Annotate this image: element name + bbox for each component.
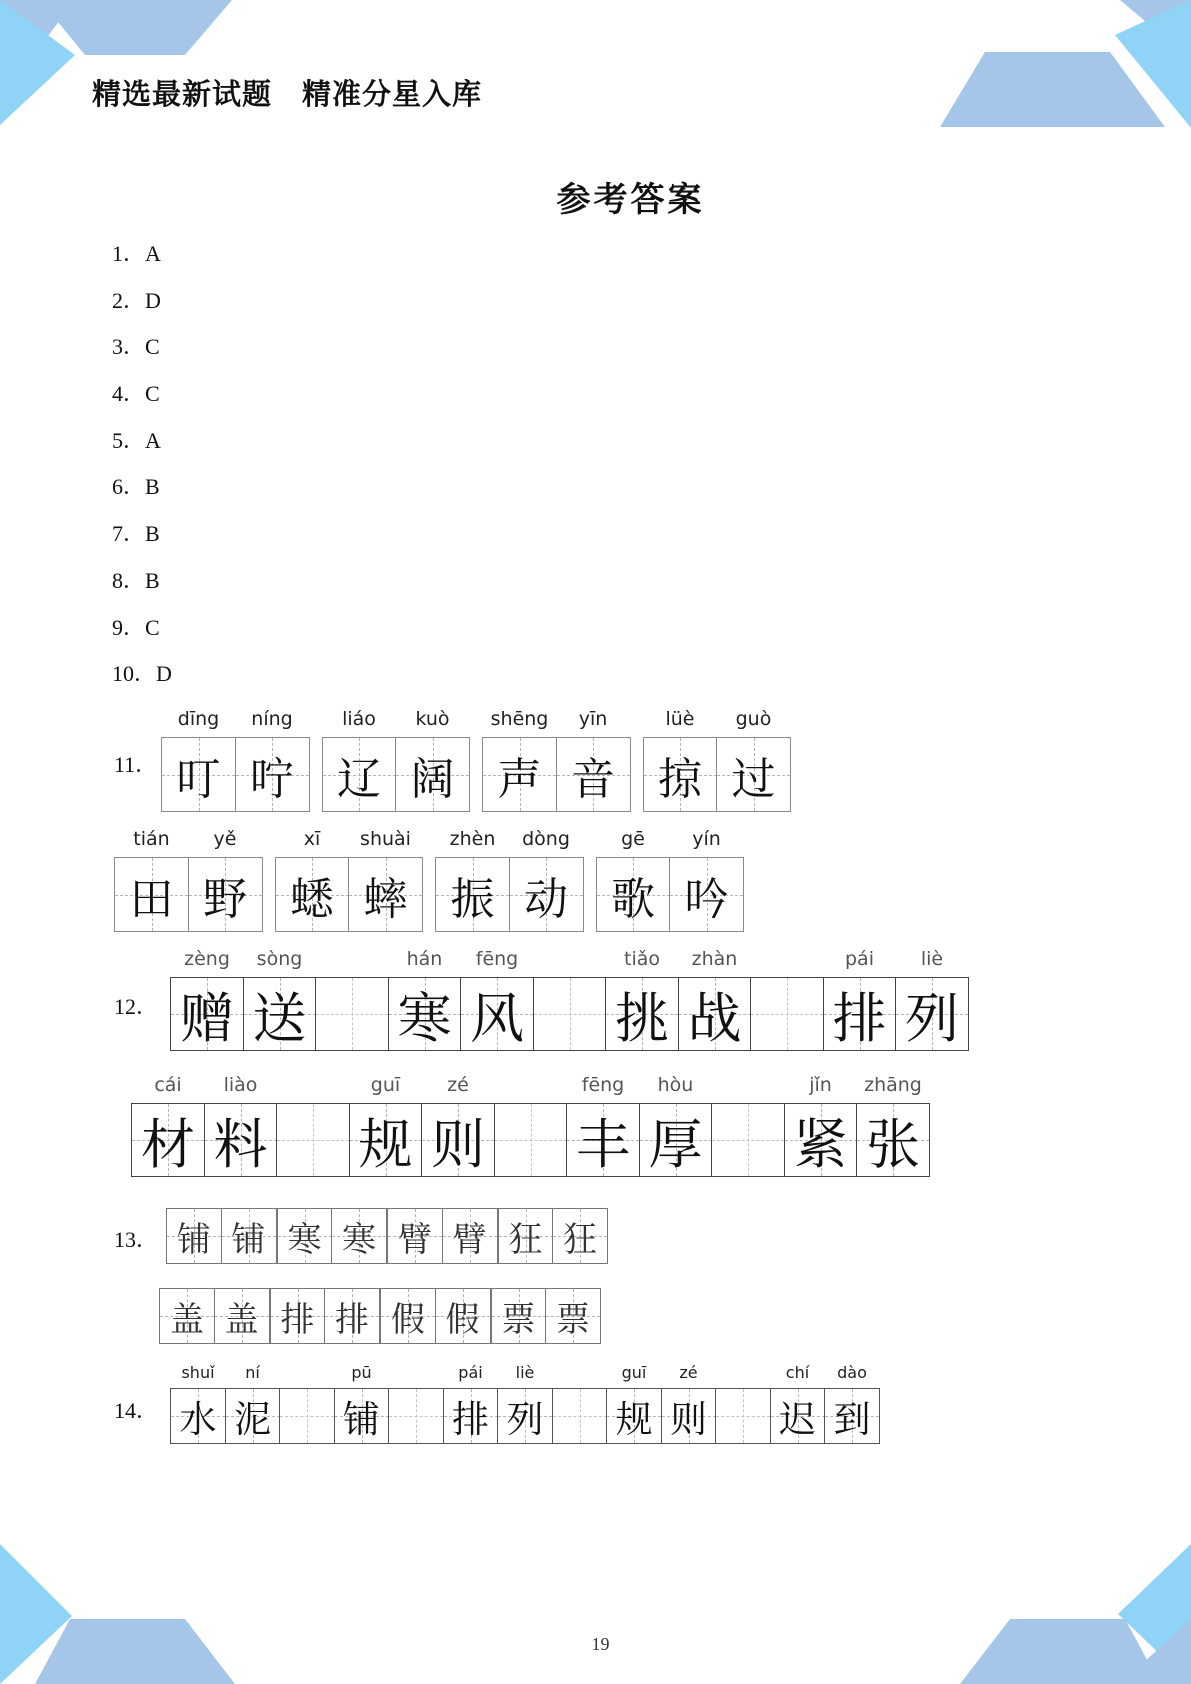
word-group: [131, 1074, 930, 1177]
character: 张: [866, 1112, 920, 1176]
answer-item: 3．C: [112, 334, 160, 360]
character: 歌: [611, 873, 655, 925]
char-cell: [170, 1363, 226, 1444]
character: 狂: [508, 1219, 543, 1260]
pinyin: yě: [213, 828, 237, 850]
word-group: [387, 1208, 498, 1264]
char-cell: [606, 1363, 662, 1444]
char-cell: [643, 708, 718, 812]
q12-row-1: [170, 948, 969, 1051]
pinyin: zé: [679, 1363, 698, 1382]
character: 狂: [563, 1219, 597, 1260]
pinyin: kuò: [415, 708, 450, 730]
answer-item: 5．A: [112, 427, 161, 453]
character: 排: [452, 1398, 489, 1441]
pinyin: shuǐ: [181, 1363, 215, 1382]
word-group: [114, 828, 263, 932]
word-group: [159, 1288, 270, 1344]
q13-row-1: [166, 1208, 608, 1264]
pinyin: lüè: [665, 708, 695, 730]
char-cell: [605, 948, 679, 1051]
empty-cell: [279, 1388, 335, 1444]
char-cell: [380, 1288, 436, 1344]
question-12-label: 12．: [114, 994, 159, 1019]
word-group: [161, 708, 310, 812]
pinyin: fēng: [475, 948, 519, 970]
char-cell: [221, 1208, 277, 1264]
word-group: [170, 948, 969, 1051]
answer-item: 10．D: [112, 661, 172, 687]
word-group: [435, 828, 584, 932]
character: 水: [179, 1398, 217, 1441]
answer-item: 8．B: [112, 567, 160, 593]
character: 票: [501, 1299, 536, 1340]
pinyin: zhèn: [449, 828, 496, 850]
character: 吟: [684, 873, 729, 925]
answer-list: [112, 242, 172, 709]
pinyin: guī: [621, 1363, 647, 1382]
word-group: [275, 828, 424, 932]
char-cell: [324, 1288, 380, 1344]
word-group: [170, 1363, 880, 1444]
pinyin: dīng: [177, 708, 220, 730]
answer-item: 9．C: [112, 614, 160, 640]
character: 送: [252, 986, 307, 1050]
word-group: [643, 708, 792, 812]
character: 叮: [176, 753, 221, 805]
character: 排: [335, 1299, 369, 1340]
pinyin: hán: [406, 948, 443, 970]
empty-cell: [552, 1388, 608, 1444]
word-group: [596, 828, 745, 932]
empty-cell: [533, 977, 607, 1051]
char-cell: [214, 1288, 270, 1344]
character: 到: [833, 1398, 871, 1441]
character: 蟀: [363, 873, 408, 925]
char-cell: [556, 708, 631, 812]
char-cell: [243, 948, 317, 1051]
q11-row-1: [161, 708, 803, 812]
pinyin: liào: [223, 1074, 258, 1096]
character: 盖: [224, 1299, 259, 1340]
char-cell: [277, 1208, 333, 1264]
word-group: [166, 1208, 277, 1264]
pinyin: guī: [370, 1074, 401, 1096]
pinyin: xī: [303, 828, 321, 850]
char-cell: [482, 708, 557, 812]
character: 辽: [337, 753, 381, 805]
char-cell: [566, 1074, 640, 1177]
answer-item: 6．B: [112, 474, 160, 500]
char-cell: [678, 948, 752, 1051]
character: 列: [506, 1398, 544, 1441]
char-cell: [395, 708, 470, 812]
char-cell: [114, 828, 189, 932]
char-cell: [235, 708, 310, 812]
char-cell: [545, 1288, 601, 1344]
empty-cell: [715, 1388, 771, 1444]
pinyin: cái: [154, 1074, 182, 1096]
char-cell: [823, 948, 897, 1051]
word-group: [270, 1288, 381, 1344]
char-cell: [770, 1363, 826, 1444]
char-cell: [639, 1074, 713, 1177]
character: 泥: [234, 1398, 271, 1441]
char-cell: [131, 1074, 205, 1177]
char-cell: [443, 1363, 499, 1444]
character: 寒: [397, 986, 452, 1050]
character: 蟋: [290, 873, 334, 925]
character: 排: [832, 986, 887, 1050]
pinyin: pū: [351, 1363, 372, 1382]
empty-cell: [276, 1103, 350, 1177]
char-cell: [497, 1363, 553, 1444]
question-11-label: 11．: [114, 752, 158, 777]
char-cell: [170, 948, 244, 1051]
char-cell: [435, 1288, 491, 1344]
char-cell: [322, 708, 397, 812]
char-cell: [491, 1288, 547, 1344]
character: 野: [203, 873, 247, 925]
empty-cell: [750, 977, 824, 1051]
pinyin: jǐn: [809, 1074, 832, 1096]
character: 寒: [287, 1219, 322, 1260]
word-group: [482, 708, 631, 812]
char-cell: [349, 1074, 423, 1177]
character: 规: [615, 1398, 653, 1441]
word-group: [498, 1208, 609, 1264]
char-cell: [661, 1363, 717, 1444]
character: 声: [497, 753, 542, 805]
answer-item: 2．D: [112, 287, 161, 313]
char-cell: [895, 948, 969, 1051]
pinyin: yīn: [578, 708, 608, 730]
char-cell: [442, 1208, 498, 1264]
character: 铺: [177, 1219, 211, 1260]
char-cell: [856, 1074, 930, 1177]
char-cell: [552, 1208, 608, 1264]
char-cell: [509, 828, 584, 932]
pinyin: shēng: [490, 708, 549, 730]
char-cell: [275, 828, 350, 932]
pinyin: hòu: [657, 1074, 694, 1096]
answer-item: 1．A: [112, 241, 161, 266]
pinyin: shuài: [360, 828, 411, 850]
character: 则: [431, 1112, 485, 1176]
word-group: [380, 1288, 491, 1344]
character: 紧: [793, 1112, 848, 1176]
char-cell: [161, 708, 236, 812]
character: 假: [445, 1299, 480, 1340]
pinyin: liáo: [342, 708, 376, 730]
character: 咛: [250, 753, 294, 805]
pinyin: zhāng: [864, 1074, 922, 1096]
pinyin: tián: [133, 828, 170, 850]
answer-item: 7．B: [112, 521, 160, 547]
char-cell: [270, 1288, 326, 1344]
empty-cell: [711, 1103, 785, 1177]
pinyin: dào: [837, 1363, 867, 1382]
q13-row-2: [159, 1288, 601, 1344]
character: 料: [213, 1112, 268, 1176]
char-cell: [334, 1363, 390, 1444]
character: 寒: [342, 1219, 376, 1260]
answer-item: 4．C: [112, 381, 160, 407]
character: 臂: [398, 1219, 432, 1260]
char-cell: [435, 828, 510, 932]
character: 挑: [615, 986, 669, 1050]
pinyin: gē: [621, 828, 645, 850]
corner-decoration-bottom: [0, 1544, 1191, 1684]
pinyin: guò: [735, 708, 772, 730]
pinyin: chí: [785, 1363, 810, 1382]
pinyin: zé: [447, 1074, 469, 1096]
page-title: 参考答案: [556, 180, 705, 220]
pinyin: sòng: [256, 948, 303, 970]
word-group: [491, 1288, 602, 1344]
char-cell: [460, 948, 534, 1051]
word-group: [277, 1208, 388, 1264]
character: 振: [450, 873, 495, 925]
character: 动: [524, 873, 568, 925]
char-cell: [669, 828, 744, 932]
char-cell: [188, 828, 263, 932]
char-cell: [421, 1074, 495, 1177]
character: 音: [571, 753, 615, 805]
character: 列: [905, 986, 959, 1050]
char-cell: [166, 1208, 222, 1264]
character: 盖: [170, 1299, 204, 1340]
question-13-label: 13．: [114, 1227, 159, 1252]
character: 阔: [410, 753, 455, 805]
empty-cell: [388, 1388, 444, 1444]
character: 排: [280, 1299, 315, 1340]
empty-cell: [315, 977, 389, 1051]
character: 厚: [648, 1112, 703, 1176]
pinyin: fēng: [581, 1074, 625, 1096]
header-slogan: 精选最新试题 精准分星入库: [92, 77, 483, 111]
pinyin: tiǎo: [624, 948, 660, 970]
q11-row-2: [114, 828, 756, 932]
pinyin: pái: [845, 948, 874, 970]
pinyin: yín: [692, 828, 721, 850]
char-cell: [348, 828, 423, 932]
character: 赠: [180, 986, 234, 1050]
char-cell: [716, 708, 791, 812]
page-number: 19: [591, 1634, 610, 1654]
char-cell: [204, 1074, 278, 1177]
word-group: [322, 708, 471, 812]
question-14-label: 14．: [114, 1398, 159, 1423]
pinyin: zèng: [184, 948, 230, 970]
character: 臂: [452, 1219, 487, 1260]
character: 战: [687, 986, 742, 1050]
pinyin: liè: [515, 1363, 535, 1382]
empty-cell: [494, 1103, 568, 1177]
character: 铺: [343, 1398, 380, 1441]
character: 过: [731, 753, 776, 805]
char-cell: [388, 948, 462, 1051]
char-cell: [159, 1288, 215, 1344]
char-cell: [498, 1208, 554, 1264]
character: 掠: [658, 753, 702, 805]
character: 丰: [576, 1112, 630, 1176]
pinyin: dòng: [522, 828, 570, 850]
char-cell: [225, 1363, 281, 1444]
char-cell: [824, 1363, 880, 1444]
character: 票: [556, 1299, 590, 1340]
pinyin: zhàn: [691, 948, 738, 970]
q14-row: [170, 1363, 880, 1444]
char-cell: [596, 828, 671, 932]
char-cell: [387, 1208, 443, 1264]
character: 材: [141, 1112, 195, 1176]
character: 则: [670, 1398, 707, 1441]
character: 假: [391, 1299, 425, 1340]
character: 规: [358, 1112, 413, 1176]
character: 铺: [231, 1219, 266, 1260]
pinyin: pái: [458, 1363, 483, 1382]
character: 田: [129, 873, 174, 925]
pinyin: ní: [245, 1363, 260, 1382]
pinyin: liè: [920, 948, 944, 970]
character: 风: [470, 986, 524, 1050]
char-cell: [784, 1074, 858, 1177]
char-cell: [331, 1208, 387, 1264]
character: 迟: [779, 1398, 816, 1441]
q12-row-2: [131, 1074, 930, 1177]
pinyin: níng: [251, 708, 293, 730]
